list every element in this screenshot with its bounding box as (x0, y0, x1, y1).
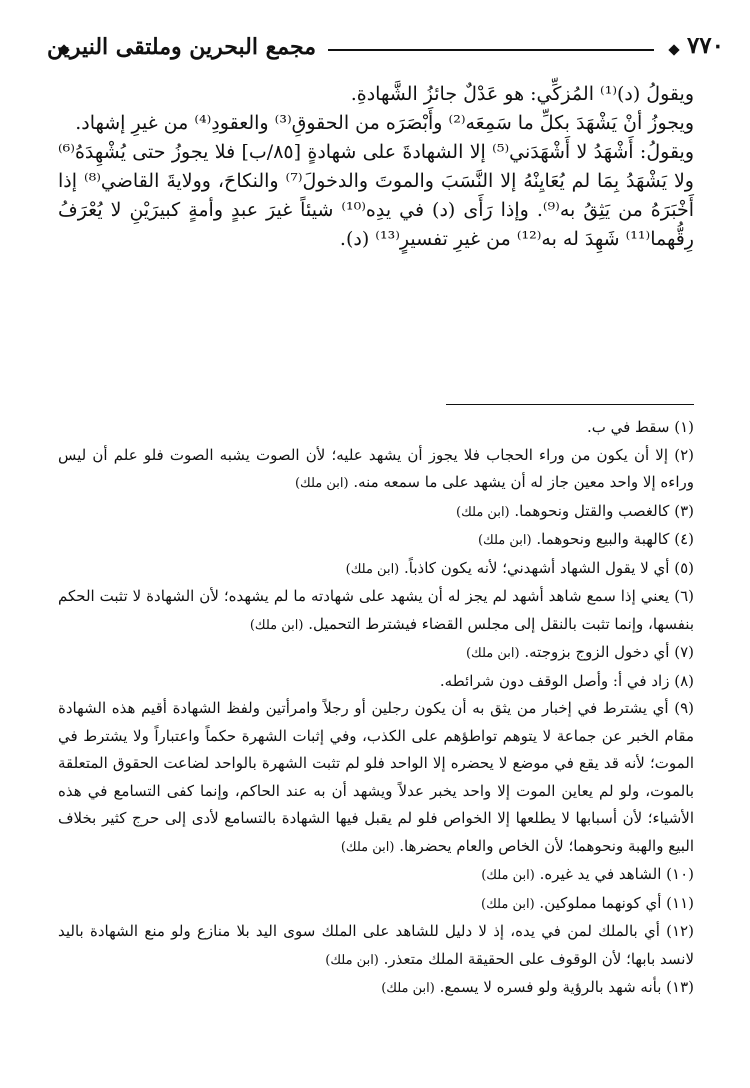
footnote: (٢) إلا أن يكون من وراء الحجاب فلا يجوز أن يشهد عليه؛ لأن الصوت يشبه الصوت فلو علم أن ليس وراءه إلا واحد معين جاز له أن يشهد على ما سمعه منه. (ابن ملك) (58, 445, 694, 491)
page-number: ٧٧٠ (686, 32, 724, 59)
footnote: (١٣) بأنه شهد بالرؤية ولو فسره لا يسمع. (ابن ملك) (381, 978, 694, 996)
footnote: (٨) زاد في أ: وأصل الوقف دون شرائطه. (439, 671, 694, 690)
footnote: (٩) أي يشترط في إخبار من يثق به أن يكون رجلين أو رجلاً وامرأتين ولفظ الشهادة أقيم هذه الشهادة مقام الخبر عن جماعة لا يتوهم تواطؤهم على الكذب، وفي إثبات الشهرة حكماً واعتباراً ولا يشترط في الموت؛ لأنه قد يقع في موضع لا يحضره إلا الواحد فلو لم تثبت الشهرة بالواحد لضاعت الحقوق المتعلقة بالموت، ولو لم يعاين الموت إلا واحد يخبر عدلاً ويشهد أن به عند الحاكم، وإنما كفى التسامع في هذه الأشياء؛ لأن أسبابها لا يطلعها إلا الخواص فلو لم يقبل فيها الشهادة بالتسامع لأدى إلى حرج كثير بخلاف البيع والهبة ونحوهما؛ لأن الخاص والعام يحضرها. (ابن ملك) (58, 699, 694, 855)
main-paragraph: ويقولُ (د)⁽¹⁾ المُزكِّي: هو عَدْلٌ جائزُ الشَّهادةِ. (350, 83, 694, 105)
footnotes-section (58, 414, 694, 1003)
header-rule (328, 49, 654, 51)
book-title: مجمع البحرين وملتقى النيرين (47, 34, 316, 60)
footnote: (١) سقط في ب. (586, 418, 694, 436)
main-paragraph: ويجوزُ أنْ يَشْهَدَ بكلِّ ما سَمِعَه⁽²⁾ وأَبْصَرَه من الحقوقِ⁽³⁾ والعقودِ⁽⁴⁾ من غيرِ إشهاد. (75, 112, 694, 134)
footnote: (٧) أي دخول الزوج بزوجته. (ابن ملك) (465, 643, 694, 661)
footnote: (٤) كالهبة والبيع ونحوهما. (ابن ملك) (477, 530, 694, 548)
main-paragraph: ويقولُ: أَشْهَدُ لا أَشْهَدَني⁽⁵⁾ إلا الشهادةَ على شهادةٍ [٨٥/ب] فلا يجوزُ حتى يُشْهِدَهُ⁽⁶⁾ ولا يَشْهَدُ بِمَا لم يُعَايِنْهُ إلا النَّسَبَ والموتَ والدخولَ⁽⁷⁾ والنكاحَ، وولايةَ القاضي⁽⁸⁾ إذا أَخْبَرَهُ من يَثِقُ به⁽⁹⁾. وإذا رَأَى (د) في يدِه⁽¹⁰⁾ شيئاً غيرَ عبدٍ وأمةٍ كبيرَيْنِ لا يُعْرَفُ رِقُّهما⁽¹¹⁾ شَهِدَ له به⁽¹²⁾ من غيرِ تفسيرٍ⁽¹³⁾ (د). (58, 141, 695, 250)
footnote: (٣) كالغصب والقتل ونحوهما. (ابن ملك) (456, 501, 694, 520)
running-header (47, 32, 724, 66)
diamond-ornament-icon (668, 44, 679, 55)
footnote: (١٢) أي بالملك لمن في يده، إذ لا دليل للشاهد على الملك سوى اليد بلا منازع ولو منع الشهادة باليد لانسد بابها؛ لأن الوقوف على الحقيقة الملك متعذر. (ابن ملك) (58, 922, 694, 968)
footnote-separator (446, 404, 694, 405)
footnote: (١١) أي كونهما مملوكين. (ابن ملك) (481, 893, 694, 912)
footnote: (٥) أي لا يقول الشهاد أشهدني؛ لأنه يكون كاذباً. (ابن ملك) (345, 558, 694, 577)
main-text (58, 80, 694, 254)
footnote: (١٠) الشاهد في يد غيره. (ابن ملك) (481, 865, 694, 883)
footnote: (٦) يعني إذا سمع شاهد أشهد لم يجز له أن يشهد على شهادته ما لم يشهده؛ لأن الشهادة لا تثبت الحكم بنفسها، وإنما تثبت بالنقل إلى مجلس القضاء فيشترط التحميل. (ابن ملك) (58, 587, 694, 633)
